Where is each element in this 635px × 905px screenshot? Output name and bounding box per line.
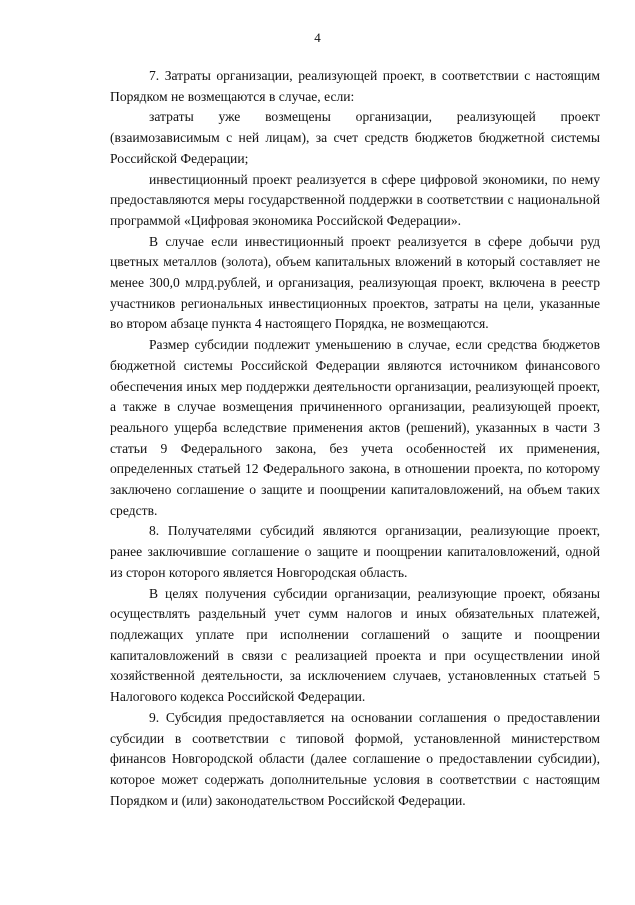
- paragraph-subsidy-reduction: Размер субсидии подлежит уменьшению в случае, если средства бюджетов бюджетной системы Российской Федерации являются источником финансового обеспечения иных мер поддержки деятельности организации, реализующей проект, а также в случае возмещения причиненного организации, реализующей проект, реального ущерба вследствие применения актов (решений), указанных в части 3 статьи 9 Федерального закона, без учета особенностей их применения, определенных статьей 12 Федерального закона, в отношении проекта, по которому заключено соглашение о защите и поощрении капиталовложений, на объем таких средств.: [110, 337, 600, 518]
- page-number: 4: [314, 30, 321, 45]
- paragraph-item-9: 9. Субсидия предоставляется на основании соглашения о предоставлении субсидии в соответствии с типовой формой, установленной министерством финансов Новгородской области (далее соглашение о предоставлении субсидии), которое может содержать дополнительные условия в соответствии с настоящим Порядком и (или) законодательством Российской Федерации.: [110, 709, 600, 808]
- paragraph-item-7: 7. Затраты организации, реализующей проект, в соответствии с настоящим Порядком не возмещаются в случае, если:: [110, 68, 600, 104]
- paragraph-gold-mining: В случае если инвестиционный проект реализуется в сфере добычи руд цветных металлов (золота), объем капитальных вложений в который составляет не менее 300,0 млрд.рублей, и организация, реализующая проект, включена в реестр участников региональных инвестиционных проектов, затраты на цели, указанные во втором абзаце пункта 4 настоящего Порядка, не возмещаются.: [110, 233, 600, 332]
- paragraph-separate-accounting: В целях получения субсидии организации, реализующие проект, обязаны осуществлять раздельный учет сумм налогов и иных обязательных платежей, подлежащих уплате при исполнении соглашений о защите и поощрении капиталовложений в связи с реализацией проекта и при осуществлении иной хозяйственной деятельности, за исключением случаев, установленных статьей 5 Налогового кодекса Российской Федерации.: [110, 585, 600, 705]
- document-body: [110, 66, 600, 811]
- paragraph-digital-economy: инвестиционный проект реализуется в сфере цифровой экономики, по нему предоставляются меры государственной поддержки в соответствии с национальной программой «Цифровая экономика Российской Федерации».: [110, 171, 600, 228]
- paragraph-costs-reimbursed: затраты уже возмещены организации, реализующей проект (взаимозависимым с ней лицам), за счет средств бюджетов бюджетной системы Российской Федерации;: [110, 109, 600, 166]
- paragraph-item-8: 8. Получателями субсидий являются организации, реализующие проект, ранее заключившие соглашение о защите и поощрении капиталовложений, одной из сторон которого является Новгородская область.: [110, 523, 600, 580]
